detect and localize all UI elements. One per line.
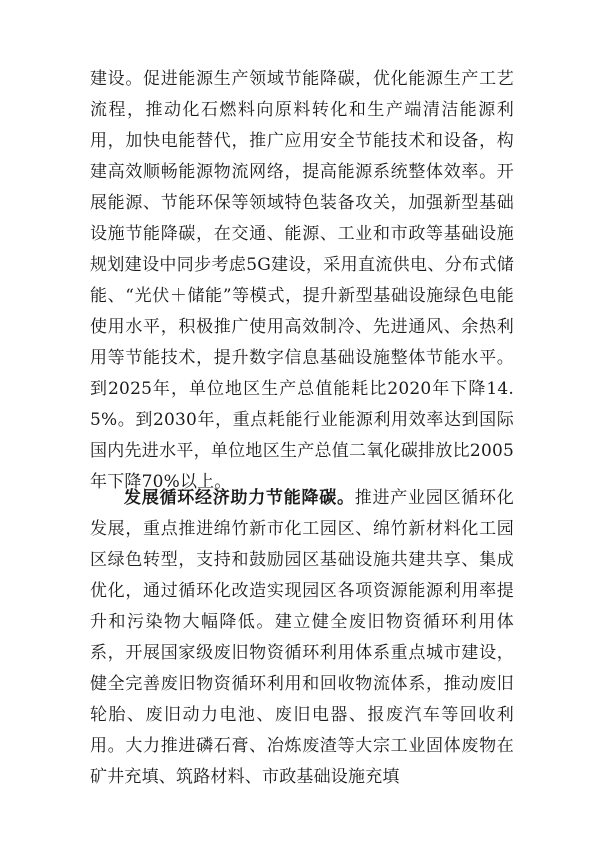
body-paragraph-energy-efficiency: 建设。促进能源生产领域节能降碳，优化能源生产工艺流程，推动化石燃料向原料转化和生产端清洁能源利用，加快电能替代，推广应用安全节能技术和设备，构建高效顺畅能源物流网络，提高能源系统整体效率。开展能源、节能环保等领域特色装备攻关，加强新型基础设施节能降碳，在交通、能源、工业和市政等基础设施规划建设中同步考虑5G建设，采用直流供电、分布式储能、“光伏＋储能”等模式，提升新型基础设施绿色电能使用水平，积极推广使用高效制冷、先进通风、余热利用等节能技术，提升数字信息基础设施整体节能水平。到2025年，单位地区生产总值能耗比2020年下降14.5%。到2030年，重点耗能行业能源利用效率达到国际国内先进水平，单位地区生产总值二氧化碳排放比2005年下降70%以上。 (90, 69, 514, 492)
paragraph-lead-heading: 发展循环经济助力节能降碳。 (124, 488, 355, 508)
paragraph-body-text: 推进产业园区循环化发展，重点推进绵竹新市化工园区、绵竹新材料化工园区绿色转型，支持和鼓励园区基础设施共建共享、集成优化，通过循环化改造实现园区各项资源能源利用率提升和污染物大幅降低。建立健全废旧物资循环利用体系，开展国家级废旧物资循环利用体系重点城市建设，健全完善废旧物资循环利用和回收物流体系，推动废旧轮胎、废旧动力电池、废旧电器、报废汽车等回收利用。大力推进磷石膏、冶炼废渣等大宗工业固体废物在矿井充填、筑路材料、市政基础设施充填 (90, 488, 514, 787)
body-paragraph-circular-economy (90, 483, 514, 793)
